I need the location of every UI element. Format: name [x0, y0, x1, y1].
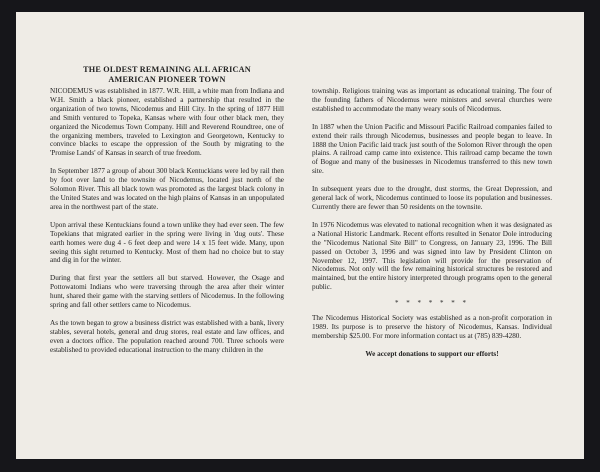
paragraph-decline: In subsequent years due to the drought, dust storms, the Great Depression, and general lack of work, Nicodemus continued to loose its population and businesses. Currently there are fewer than 50 residents on the townsite. — [312, 185, 552, 211]
left-column — [50, 87, 284, 355]
paragraph-landmark: In 1976 Nicodemus was elevated to national recognition when it was designated as a National Historic Landmark. Recent efforts resulted in Senator Dole introducing the "Nicodemus National Site Bill" to Congress, on January 23, 1996. The Bill passed on October 3, 1996 and was signed into law by President Clinton on November 12, 1997. This legislation will provide for the preservation of Nicodemus. Not only will the few remaining historical structures be restored and maintained, but the entire history interpreted through programs open to the general public. — [312, 220, 552, 292]
title-line-1: THE OLDEST REMAINING ALL AFRICAN — [83, 65, 251, 74]
paragraph-historical-society: The Nicodemus Historical Society was established as a non-profit corporation in 1989. Its purpose is to preserve the history of Nicodemus, Kansas. Individual membership $25.00. For more information contact us at (785) 839-4280. — [312, 314, 552, 340]
paragraph-dugouts: Upon arrival these Kentuckians found a town unlike they had ever seen. The few Topekians that migrated earlier in the spring were living in 'dug outs'. These earth homes were dug 4 - 6 feet deep and were 14 x 15 feet wide. Many, upon seeing this sight returned to Kentucky. Most of them had no choice but to stay and dig in for the winter. — [50, 220, 284, 265]
document-title — [50, 65, 284, 85]
paragraph-railroad: In 1887 when the Union Pacific and Missouri Pacific Railroad companies failed to extend their rails through Nicodemus, businesses and people began to leave. In 1888 the Union Pacific laid track just south of the Solomon River through the open plains. A railroad camp came into existence. This railroad camp became the town of Bogue and many of the businesses in Nicodemus transferred to this new town site. — [312, 122, 552, 176]
paragraph-establishment: NICODEMUS was established in 1877. W.R. Hill, a white man from Indiana and W.H. Smith a black pioneer, established a partnership that resulted in the organization of two towns, Nicodemus and Hill City. In the spring of 1877 Hill and Smith ventured to Topeka, Kansas where with four other black men, they organized the Nicodemus Town Company. Hill and Reverend Roundtree, one of the organizing members, traveled to Lexington and Georgetown, Kentucky to convince blacks to escape the oppression of the South by migrating to the 'Promise Lands' of Kansas in search of true freedom. — [50, 87, 284, 158]
title-line-2: AMERICAN PIONEER TOWN — [108, 75, 226, 84]
paragraph-first-year: During that first year the settlers all but starved. However, the Osage and Pottowatomi Indians who were traversing through the area after their winter hunt, shared their game with the starving settlers of Nicodemus. In the following spring and fall other settlers came to Nicodemus. — [50, 274, 284, 310]
paragraph-religion: township. Religious training was as important as educational training. The four of the founding fathers of Nicodemus were ministers and several churches were established to accommodate the many weary souls of Nicodemus. — [312, 87, 552, 113]
donation-note: We accept donations to support our efforts! — [365, 349, 499, 358]
paragraph-business-district: As the town began to grow a business district was established with a bank, livery stables, several hotels, general and drug stores, real estate and law offices, and even a doctors office. The population reached around 700. Three schools were established to provided educational instruction to the many children in the — [50, 318, 284, 354]
paragraph-september-1877: In September 1877 a group of about 300 black Kentuckians were led by rail then by foot over land to the townsite of Nicodemus, located just north of the Solomon River. This all black town was promoted as the largest black colony in the United States and was located on the high plains of Kansas in an unpopulated area in the northwest part of the state. — [50, 167, 284, 211]
right-column — [312, 87, 552, 359]
separator-stars: * * * * * * * — [395, 299, 469, 308]
document-page — [16, 12, 584, 459]
